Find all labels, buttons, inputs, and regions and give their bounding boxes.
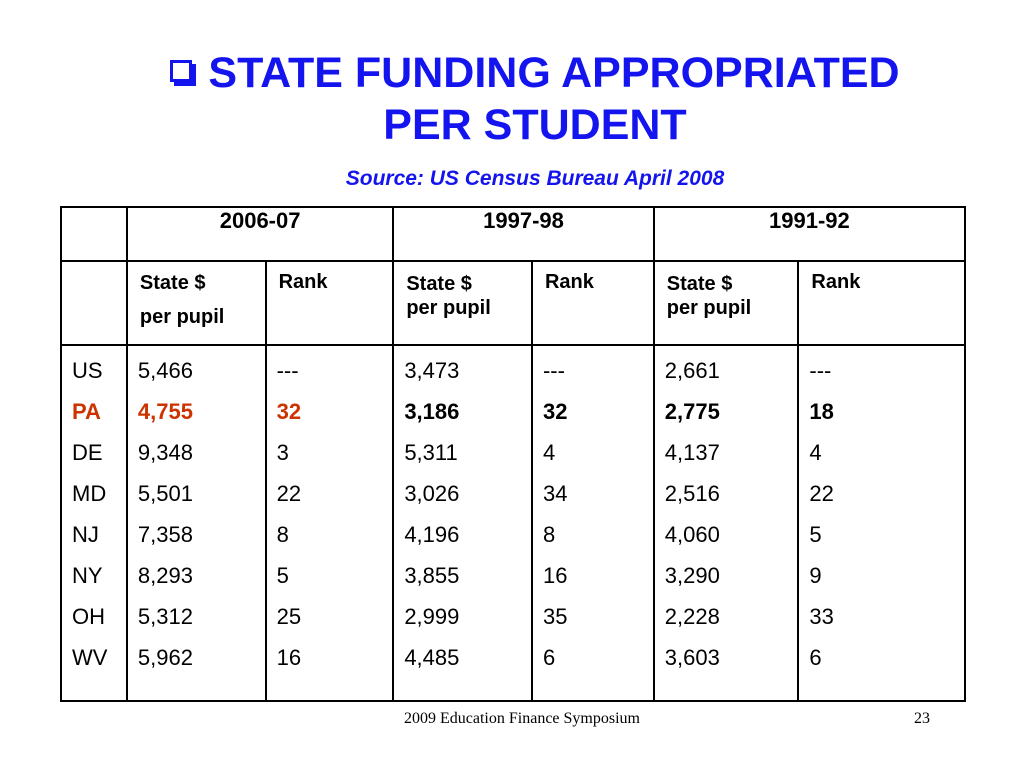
value-cell: 7,358 [137, 522, 193, 547]
sub-header-state-line2: per pupil [666, 297, 752, 319]
value-cell: 2,516 [664, 481, 720, 506]
value-cell: 33 [809, 604, 834, 629]
state-code-cell: OH [72, 604, 105, 629]
page-number: 23 [914, 710, 930, 727]
value-cell: 3,290 [664, 563, 720, 588]
value-cell: 5,311 [404, 440, 458, 465]
year-header-row [61, 207, 965, 261]
value-cell: 18 [809, 399, 834, 424]
sub-header-state-line2: per pupil [406, 297, 491, 319]
value-cell: 2,661 [664, 358, 720, 383]
value-cell: 16 [276, 645, 302, 670]
value-cell: 16 [542, 563, 568, 588]
state-code-cell: WV [72, 645, 108, 670]
value-cell: 9,348 [137, 440, 193, 465]
value-cell: 25 [276, 604, 302, 629]
value-cell: 3 [276, 440, 289, 465]
value-cell: 3,473 [404, 358, 460, 383]
value-cell: 4,196 [404, 522, 460, 547]
title-line-2: PER STUDENT [383, 101, 687, 149]
rank-1997-column [532, 345, 654, 701]
value-cell: 3,186 [404, 399, 460, 424]
checkbox-bullet-icon [170, 60, 192, 82]
state-code-cell: MD [72, 481, 107, 506]
corner-cell [61, 207, 127, 261]
sub-header-rank-1997: Rank [532, 261, 654, 345]
value-cell: 9 [809, 563, 822, 588]
funding-table [60, 206, 966, 702]
sub-header-state-line1: State $ [666, 273, 733, 295]
corner-cell-sub [61, 261, 127, 345]
value-cell: --- [276, 358, 299, 383]
title-line-1 [60, 47, 1010, 99]
value-cell: 8,293 [137, 563, 193, 588]
state-code-cell: US [72, 358, 103, 383]
value-cell: 2,775 [664, 399, 720, 424]
value-cell: 5,962 [137, 645, 193, 670]
value-cell: 4,485 [404, 645, 460, 670]
state-code-cell: NY [72, 563, 103, 588]
value-cell: 2,999 [404, 604, 460, 629]
sub-header-state-line1: State $ [406, 273, 472, 295]
value-cell: 8 [276, 522, 289, 547]
rank-1991-column [798, 345, 965, 701]
state-code-cell: NJ [72, 522, 99, 547]
sub-header-row [61, 261, 965, 345]
state-dollars-1991-column [654, 345, 799, 701]
value-cell: 5 [809, 522, 822, 547]
value-cell: 3,603 [664, 645, 720, 670]
state-dollars-2006-column [127, 345, 266, 701]
value-cell: 8 [542, 522, 556, 547]
sub-header-state-line1: State $ [139, 272, 206, 294]
value-cell: 32 [276, 399, 302, 424]
data-row [61, 345, 965, 701]
source-note: Source: US Census Bureau April 2008 [345, 167, 725, 190]
value-cell: 6 [809, 645, 822, 670]
sub-header-rank-2006: Rank [266, 261, 394, 345]
title-line-1-text: STATE FUNDING APPROPRIATED [208, 49, 900, 97]
value-cell: 35 [542, 604, 568, 629]
year-header-2006: 2006-07 [127, 207, 393, 261]
year-header-1991: 1991-92 [654, 207, 965, 261]
rank-2006-column [266, 345, 394, 701]
sub-header-state-1997 [393, 261, 532, 345]
value-cell: 32 [542, 399, 568, 424]
state-code-cell: DE [72, 440, 103, 465]
value-cell: 5 [276, 563, 289, 588]
year-header-1997: 1997-98 [393, 207, 653, 261]
value-cell: 4,137 [664, 440, 720, 465]
value-cell: 22 [809, 481, 834, 506]
value-cell: 4 [809, 440, 822, 465]
value-cell: 4 [542, 440, 556, 465]
sub-header-state-1991 [654, 261, 799, 345]
value-cell: 4,060 [664, 522, 720, 547]
value-cell: 3,855 [404, 563, 460, 588]
value-cell: 2,228 [664, 604, 720, 629]
sub-header-state-line2: per pupil [139, 306, 225, 328]
value-cell: 3,026 [404, 481, 460, 506]
value-cell: 5,312 [137, 604, 193, 629]
value-cell: 6 [542, 645, 556, 670]
state-code-cell: PA [72, 399, 101, 424]
value-cell: 22 [276, 481, 302, 506]
state-column [61, 345, 127, 701]
slide-title [60, 47, 1010, 151]
value-cell: 5,466 [137, 358, 193, 383]
value-cell: --- [809, 358, 832, 383]
state-dollars-1997-column [393, 345, 532, 701]
value-cell: --- [542, 358, 565, 383]
value-cell: 5,501 [137, 481, 193, 506]
value-cell: 4,755 [137, 399, 193, 424]
value-cell: 34 [542, 481, 568, 506]
sub-header-rank-1991: Rank [798, 261, 965, 345]
footer-text: 2009 Education Finance Symposium [404, 710, 640, 727]
sub-header-state-2006 [127, 261, 266, 345]
